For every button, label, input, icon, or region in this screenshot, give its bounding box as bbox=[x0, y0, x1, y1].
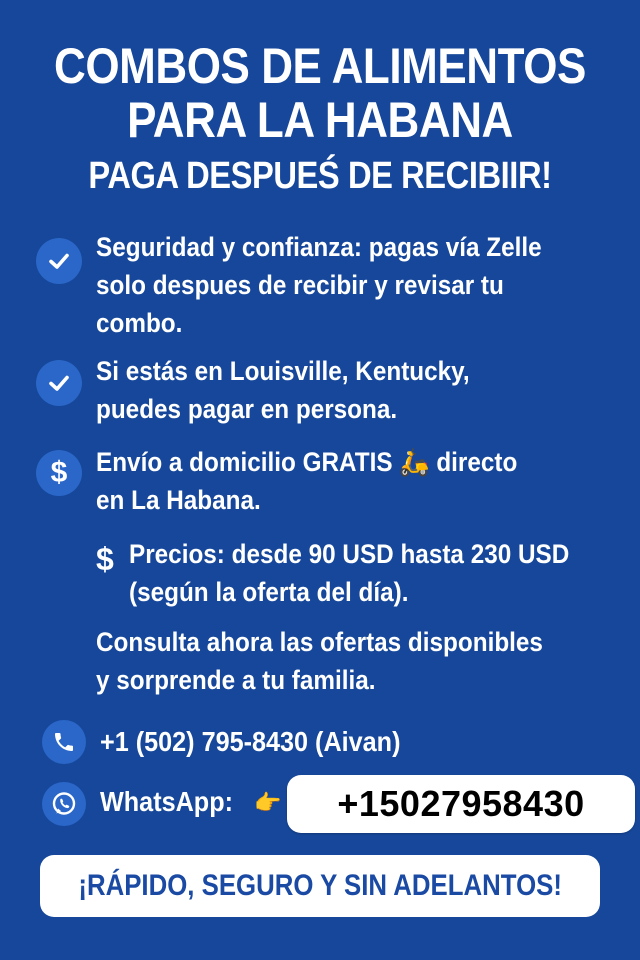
headline-line-1: COMBOS DE ALIMENTOS bbox=[54, 38, 586, 94]
feature-text-line: Si estás en Louisville, Kentucky, bbox=[96, 356, 470, 386]
feature-text-line: puedes pagar en persona. bbox=[96, 394, 398, 424]
feature-text-line: (según la oferta del día). bbox=[129, 577, 409, 607]
phone-number-text[interactable]: +1 (502) 795-8430 (Aivan) bbox=[100, 726, 401, 757]
headline-line-2: PARA LA HABANA bbox=[127, 92, 513, 148]
phone-icon[interactable] bbox=[42, 720, 86, 764]
feature-text-line: Seguridad y confianza: pagas vía Zelle bbox=[96, 232, 542, 262]
pointing-hand-icon: 👉 bbox=[254, 790, 282, 815]
footer-slogan: ¡RÁPIDO, SEGURO Y SIN ADELANTOS! bbox=[78, 869, 562, 902]
feature-text-prices bbox=[129, 535, 597, 611]
footer-banner bbox=[40, 855, 600, 917]
subheadline: PAGA DESPUEŚ DE RECIBIIR! bbox=[88, 155, 552, 197]
whatsapp-icon[interactable] bbox=[42, 782, 86, 826]
feature-text-line: solo despues de recibir y revisar tu bbox=[96, 270, 504, 300]
whatsapp-number-box[interactable] bbox=[287, 775, 635, 833]
cta-text-line: Consulta ahora las ofertas disponibles bbox=[96, 627, 543, 657]
whatsapp-number[interactable]: +15027958430 bbox=[337, 783, 585, 824]
feature-text-line: Envío a domicilio GRATIS 🛵 directo bbox=[96, 447, 518, 477]
dollar-symbol: $ bbox=[50, 456, 68, 489]
whatsapp-label: WhatsApp: bbox=[100, 786, 233, 817]
feature-text-line: Precios: desde 90 USD hasta 230 USD bbox=[129, 539, 570, 569]
feature-text-line: combo. bbox=[96, 308, 183, 338]
feature-text-line: en La Habana. bbox=[96, 485, 261, 515]
feature-text-delivery bbox=[96, 443, 564, 519]
dollar-icon: $ bbox=[96, 541, 114, 577]
check-icon bbox=[36, 360, 82, 406]
feature-text-security bbox=[96, 228, 564, 342]
cta-text bbox=[96, 623, 564, 699]
cta-text-line: y sorprende a tu familia. bbox=[96, 665, 376, 695]
feature-text-in-person bbox=[96, 352, 564, 428]
dollar-icon bbox=[36, 450, 82, 496]
check-icon bbox=[36, 238, 82, 284]
